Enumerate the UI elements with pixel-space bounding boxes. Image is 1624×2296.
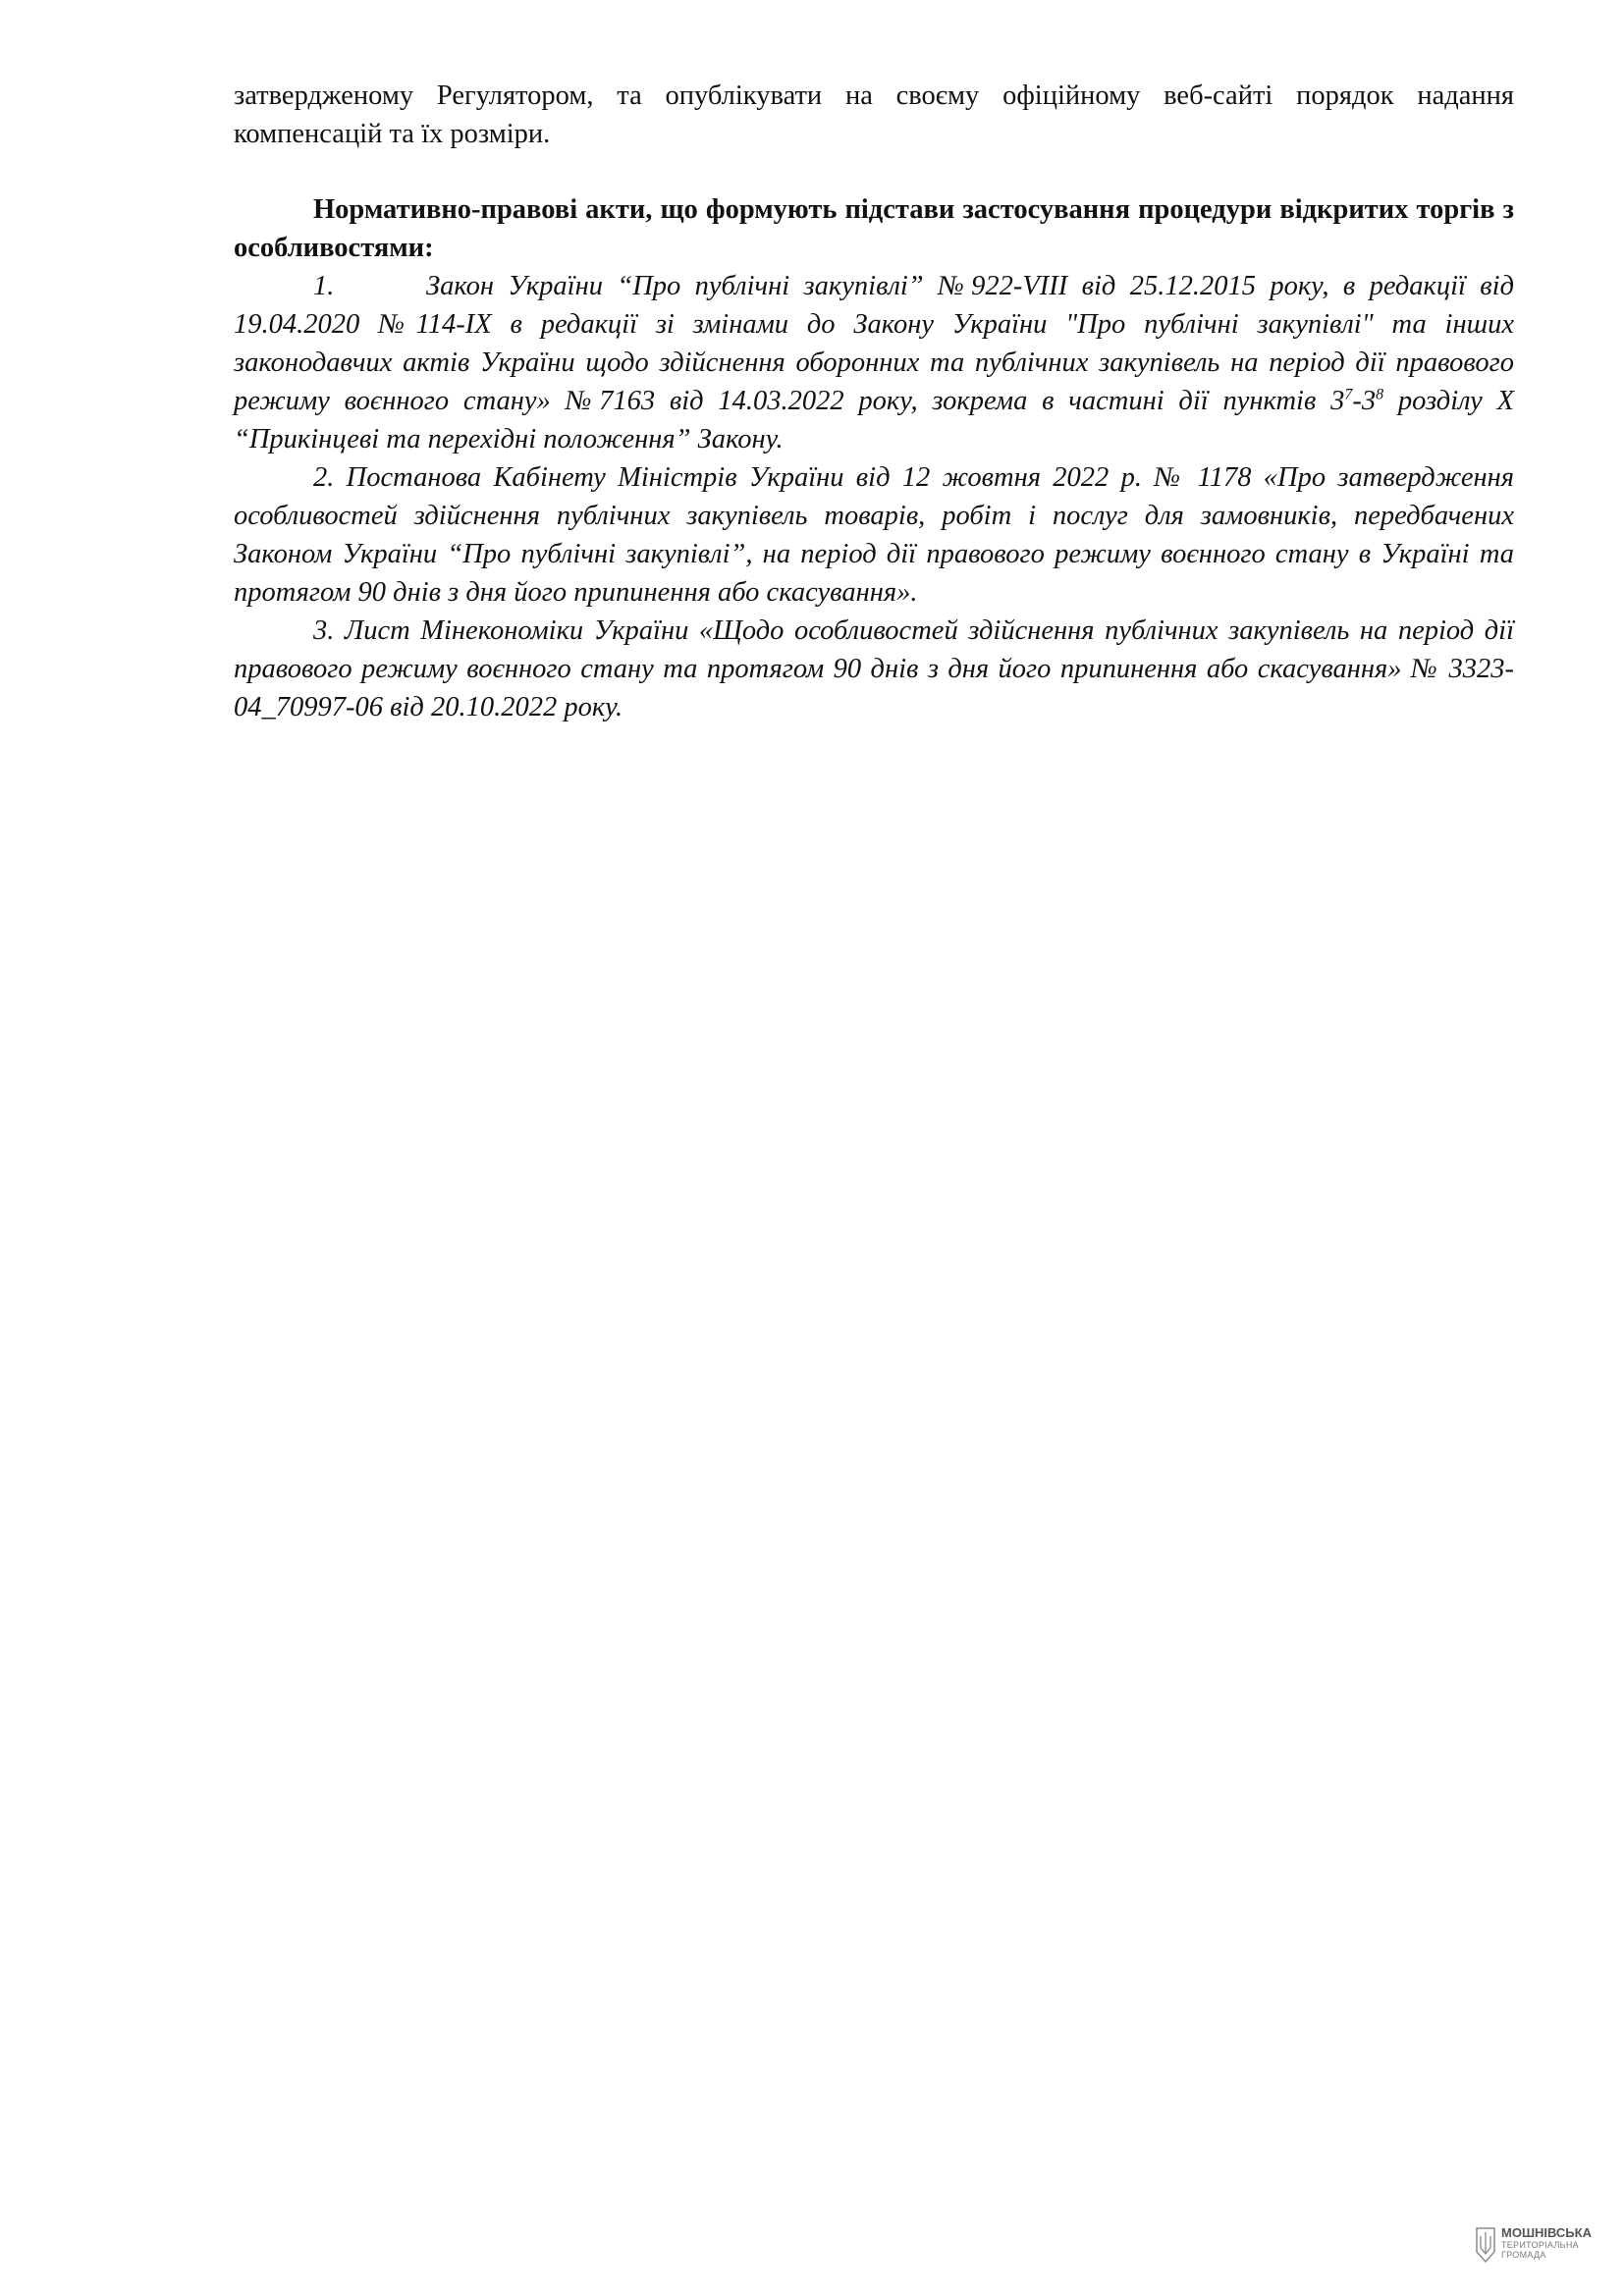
list-item-2: 2. Постанова Кабінету Міністрів України від 12 жовтня 2022 р. № 1178 «Про затвердження особливостей здійснення публічних закупівель товарів, робіт і послуг для замовників, передбачених Законом України “Про публічні закупівлі”, на період дії правового режиму воєнного стану в Україні та протягом 90 днів з дня його припинення або скасування». [234,462,1514,608]
document-body [234,77,1514,726]
list-item-1 [234,267,1514,458]
trident-emblem-icon [1475,2226,1496,2264]
list-item-1-text: Закон України “Про публічні закупівлі” №922-VIII від 25.12.2015 року, в редакції від 19.04.2020 №114-IX в редакції зі змінами до Закону України "Про публічні закупівлі" та інших законодавчих актів України щодо здійснення оборонних та публічних закупівель на період дії правового режиму воєнного стану» №7163 від 14.03.2022 року, зокрема в частині дії пунктів 3 [234,271,1514,416]
list-item-1-text-end: розділу X “Прикінцеві та перехідні положення” Закону. [234,386,1515,454]
logo-text [1501,2226,1592,2260]
section-heading: Нормативно-правові акти, що формують підстави застосування процедури відкритих торгів з особливостями: [234,194,1514,263]
superscript-8: 8 [1376,386,1384,403]
list-item-1-dash: -3 [1352,386,1377,416]
logo-title: МОШНІВСЬКА [1501,2225,1592,2240]
list-item-3: 3. Лист Мінекономіки України «Щодо особливостей здійснення публічних закупівель на період дії правового режиму воєнного стану та протягом 90 днів з дня його припинення або скасування» № 3323-04_70997-06 від 20.10.2022 року. [234,615,1514,722]
logo-line-2: ТЕРИТОРІАЛЬНА [1501,2240,1579,2250]
superscript-7: 7 [1344,386,1353,403]
list-item-1-number: 1. [313,271,335,301]
community-logo [1475,2226,1622,2277]
logo-line-3: ГРОМАДА [1501,2250,1546,2260]
intro-paragraph: затвердженому Регулятором, та опублікувати на своєму офіційному веб-сайті порядок надання компенсацій та їх розміри. [234,80,1514,149]
